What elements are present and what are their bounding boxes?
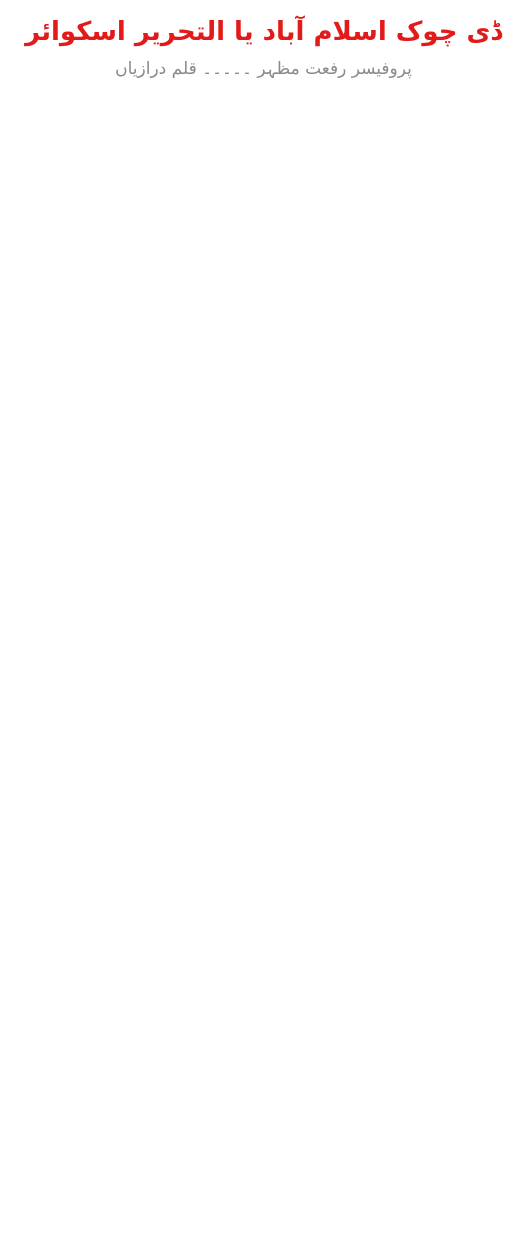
article-byline: پروفیسر رفعت مظہر ۔۔۔۔۔ قلم درازیاں (115, 59, 412, 79)
article-headline: ڈی چوک اسلام آباد یا التحریر اسکوائر (25, 17, 502, 47)
